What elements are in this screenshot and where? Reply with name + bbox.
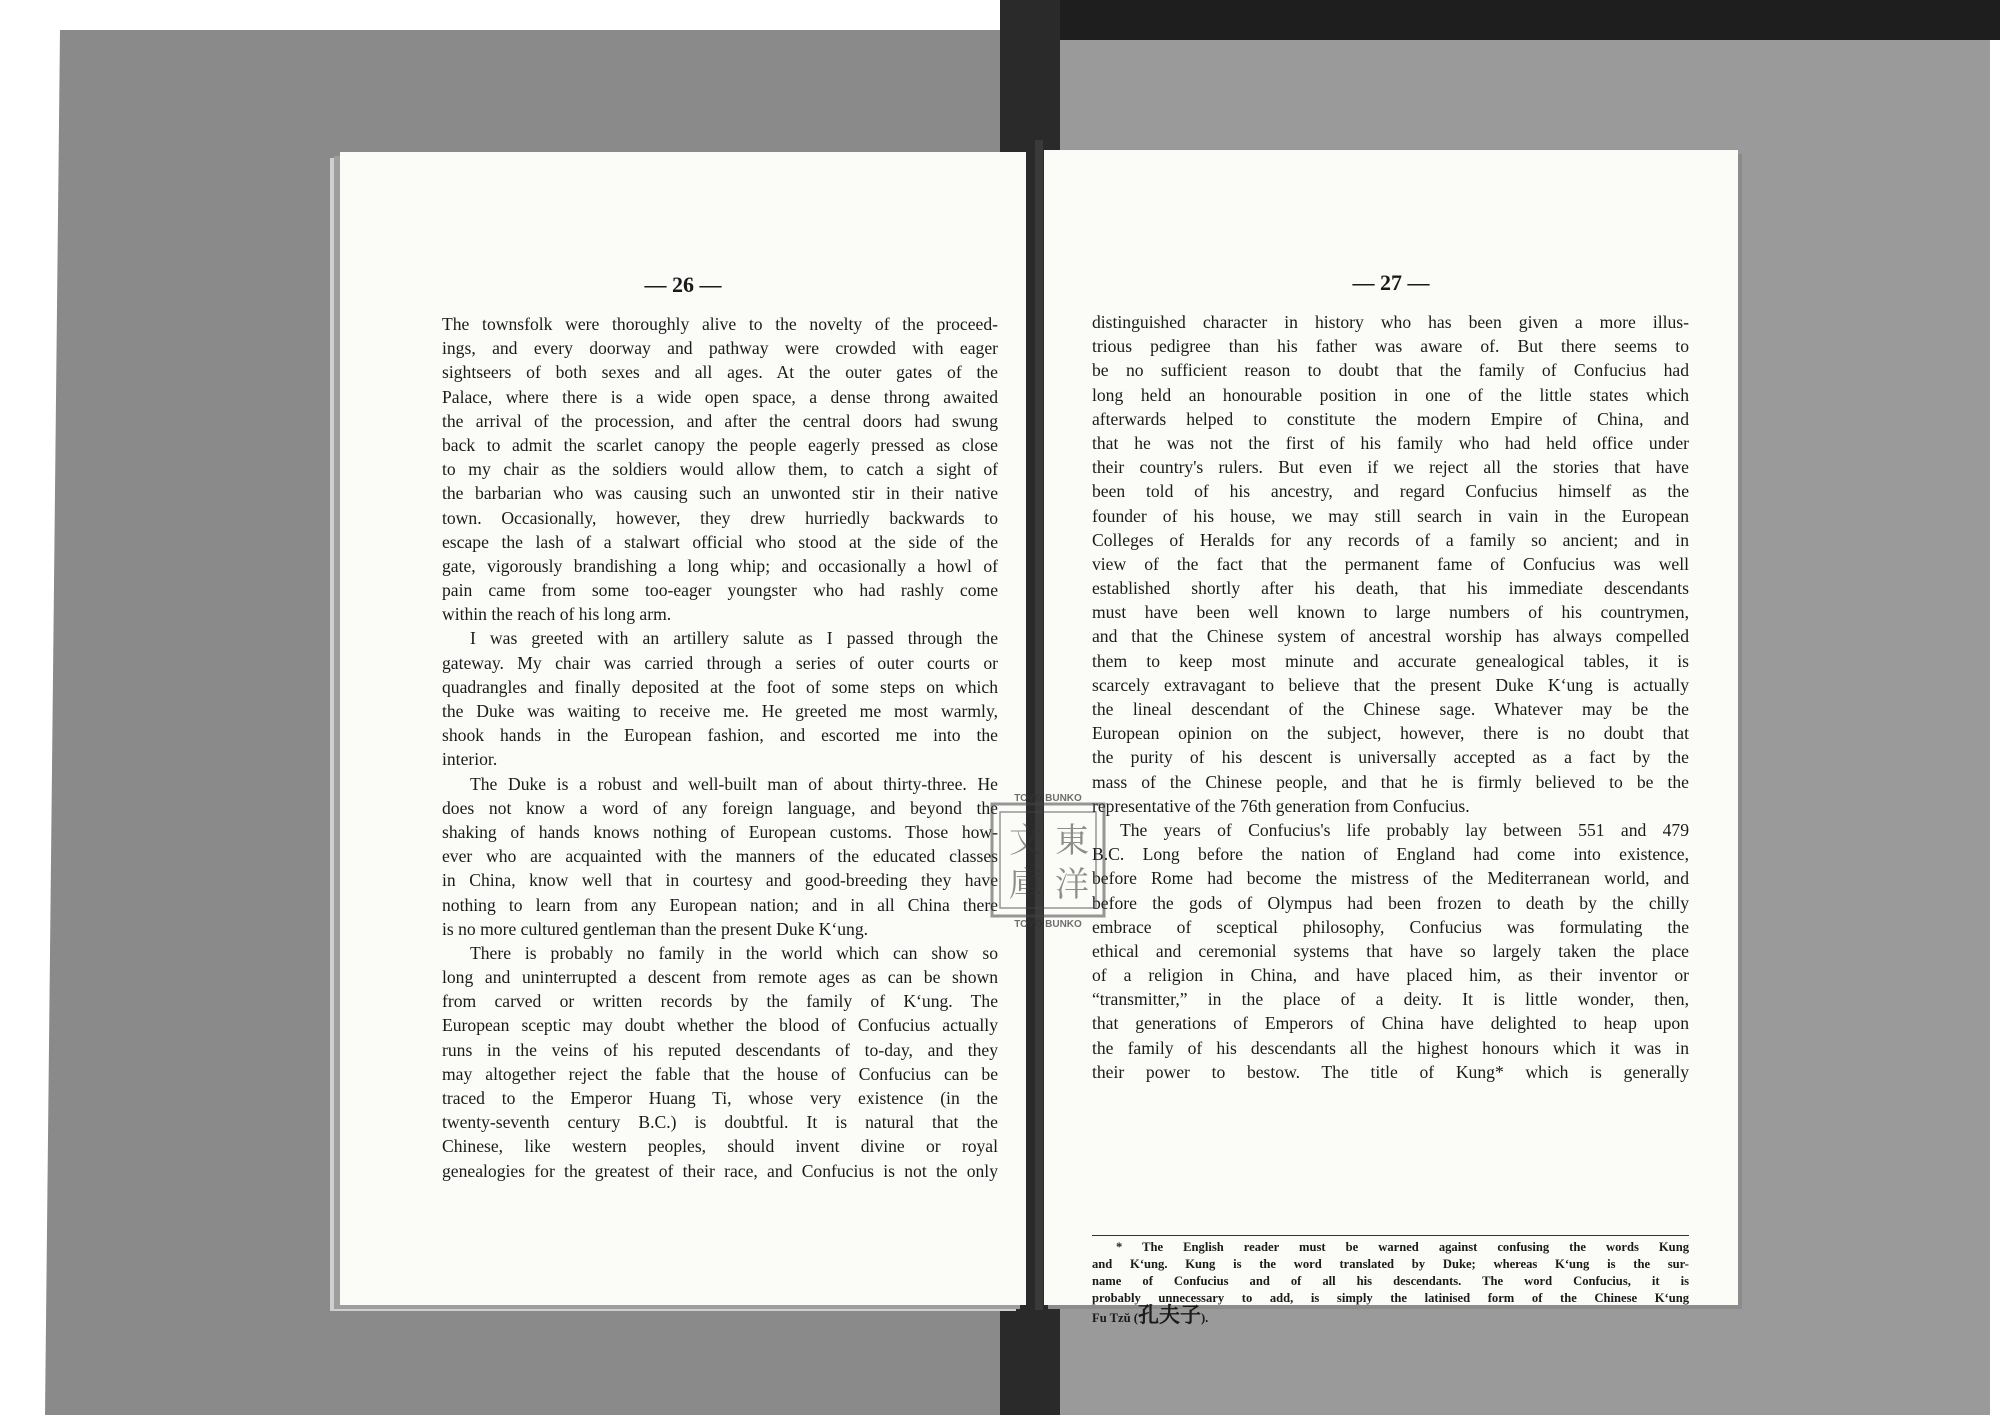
text-line: afterwards helped to constitute the modern Empire of China, and: [1092, 408, 1689, 429]
text-line: I was greeted with an artillery salute as I passed through the: [470, 628, 998, 649]
seal-text-top: TOYO BUNKO: [1014, 793, 1082, 804]
text-line: long held an honourable position in one of the little states which: [1092, 384, 1689, 405]
footnote-rule: [1092, 1235, 1689, 1236]
text-line: and that the Chinese system of ancestral worship has always compelled: [1092, 626, 1689, 647]
right-page: [1044, 150, 1738, 1327]
text-line: escape the lash of a stalwart official who stood at the side of the: [442, 531, 998, 552]
text-line: embrace of sceptical philosophy, Confucius was formulating the: [1092, 916, 1689, 937]
text-line: may altogether reject the fable that the house of Confucius can be: [442, 1063, 998, 1084]
footnote-line: and K‘ung. Kung is the word translated by Duke; whereas K‘ung is the sur-: [1092, 1257, 1689, 1271]
text-line: in China, know well that in courtesy and good-breeding they have: [442, 870, 998, 891]
text-line: shaking of hands knows nothing of European customs. Those how-: [442, 821, 998, 842]
text-line: be no sufficient reason to doubt that the family of Confucius had: [1092, 360, 1689, 381]
text-line: ever who are acquainted with the manners of the educated classes: [442, 846, 998, 867]
body-text: [1092, 310, 1689, 1084]
body-text: [442, 312, 998, 1183]
footnote-text: ).: [1200, 1311, 1209, 1325]
text-line: from carved or written records by the family of K‘ung. The: [442, 991, 998, 1012]
text-line: to my chair as the soldiers would allow them, to catch a sight of: [442, 459, 998, 480]
text-line: ethical and ceremonial systems that have so largely taken the place: [1092, 940, 1689, 961]
footnote-line: probably unnecessary to add, is simply the latinised form of the Chinese K‘ung: [1092, 1291, 1689, 1305]
text-line: Chinese, like western peoples, should invent divine or royal: [442, 1136, 998, 1157]
text-line: representative of the 76th generation from Confucius.: [1092, 795, 1470, 816]
text-line: that he was not the first of his family who had held office under: [1092, 432, 1689, 453]
footnote-line: * The English reader must be warned against confusing the words Kung: [1116, 1240, 1689, 1254]
text-line: quadrangles and finally deposited at the foot of some steps on which: [442, 676, 998, 697]
text-line: traced to the Emperor Huang Ti, whose very existence (in the: [442, 1088, 998, 1108]
seal-text-bottom: TOYO BUNKO: [1014, 919, 1082, 930]
text-line: does not know a word of any foreign language, and beyond the: [442, 797, 998, 818]
text-line: Colleges of Heralds for any records of a family so ancient; and in: [1092, 529, 1689, 550]
text-line: of a religion in China, and have placed him, as their inventor or: [1092, 965, 1689, 986]
text-line: European opinion on the subject, however, there is no doubt that: [1092, 723, 1689, 744]
text-line: the barbarian who was causing such an unwonted stir in their native: [442, 483, 998, 504]
seal-char: 庫: [1009, 865, 1043, 905]
text-line: pain came from some too-eager youngster who had rashly come: [442, 580, 998, 601]
chinese-characters: 孔夫子: [1137, 1303, 1201, 1327]
text-line: The Duke is a robust and well-built man of about thirty-three. He: [470, 773, 998, 794]
text-line: been told of his ancestry, and regard Confucius himself as the: [1092, 481, 1689, 502]
text-line: the Duke was waiting to receive me. He greeted me most warmly,: [442, 701, 998, 721]
text-line: interior.: [442, 749, 498, 770]
text-line: the purity of his descent is universally accepted as a fact by the: [1092, 747, 1689, 768]
text-line: Palace, where there is a wide open space, a dense throng awaited: [442, 386, 998, 407]
text-line: must have been well known to large numbers of his countrymen,: [1092, 602, 1689, 623]
text-line: before Rome had become the mistress of the Mediterranean world, and: [1092, 868, 1689, 889]
text-line: within the reach of his long arm.: [442, 604, 672, 625]
library-seal-stamp: [988, 790, 1108, 930]
text-line: their country's rulers. But even if we reject all the stories that have: [1092, 457, 1689, 478]
text-line: established shortly after his death, that his immediate descendants: [1092, 578, 1689, 599]
text-line: their power to bestow. The title of Kung* which is generally: [1092, 1061, 1689, 1082]
text-line: There is probably no family in the world which can show so: [470, 942, 998, 963]
text-line: them to keep most minute and accurate genealogical tables, it is: [1092, 650, 1689, 671]
text-line: genealogies for the greatest of their race, and Confucius is not the only: [442, 1160, 998, 1181]
footnote-line: [1092, 1303, 1689, 1327]
text-line: long and uninterrupted a descent from remote ages as can be shown: [442, 967, 998, 988]
text-line: that generations of Emperors of China have delighted to heap upon: [1092, 1013, 1689, 1034]
text-line: ings, and every doorway and pathway were crowded with eager: [442, 338, 998, 359]
footnote: [1092, 1239, 1689, 1327]
footnote-text: Fu Tzŭ (: [1092, 1311, 1138, 1325]
text-line: the arrival of the procession, and after the central doors had swung: [442, 410, 998, 431]
text-line: scarcely extravagant to believe that the present Duke K‘ung is actually: [1092, 674, 1689, 695]
text-line: shook hands in the European fashion, and escorted me into the: [442, 725, 998, 746]
text-line: founder of his house, we may still search in vain in the European: [1092, 505, 1689, 526]
text-line: The townsfolk were thoroughly alive to the novelty of the proceed-: [442, 314, 998, 334]
text-line: B.C. Long before the nation of England had come into existence,: [1092, 844, 1689, 865]
text-line: view of the fact that the permanent fame of Confucius was well: [1092, 553, 1689, 574]
text-line: back to admit the scarlet canopy the people eagerly pressed as close: [442, 434, 998, 455]
text-line: The years of Confucius's life probably lay between 551 and 479: [1120, 819, 1689, 840]
text-line: twenty-seventh century B.C.) is doubtful. It is natural that the: [442, 1112, 998, 1133]
text-line: sightseers of both sexes and all ages. At the outer gates of the: [442, 362, 998, 383]
seal-char: 東: [1055, 821, 1089, 861]
text-line: runs in the veins of his reputed descendants of to-day, and they: [442, 1039, 998, 1060]
text-line: town. Occasionally, however, they drew hurriedly backwards to: [442, 507, 998, 528]
text-line: the lineal descendant of the Chinese sage. Whatever may be the: [1092, 699, 1689, 719]
text-line: the family of his descendants all the highest honours which it was in: [1092, 1037, 1689, 1058]
text-line: European sceptic may doubt whether the blood of Confucius actually: [442, 1015, 998, 1036]
text-line: trious pedigree than his father was aware of. But there seems to: [1092, 336, 1689, 357]
footnote-line: name of Confucius and of all his descendants. The word Confucius, it is: [1092, 1274, 1689, 1288]
page-number: — 27 —: [1352, 270, 1430, 295]
left-page: [340, 152, 1026, 1305]
text-line: before the gods of Olympus had been frozen to death by the chilly: [1092, 892, 1689, 913]
text-line: gate, vigorously brandishing a long whip; and occasionally a howl of: [442, 555, 998, 576]
page-number: — 26 —: [644, 272, 722, 297]
text-line: is no more cultured gentleman than the present Duke K‘ung.: [442, 918, 869, 939]
seal-char: 文: [1009, 821, 1043, 861]
text-line: mass of the Chinese people, and that he is firmly believed to be the: [1092, 771, 1689, 792]
text-line: nothing to learn from any European nation; and in all China there: [442, 894, 998, 915]
text-line: “transmitter,” in the place of a deity. It is little wonder, then,: [1092, 989, 1689, 1010]
text-line: distinguished character in history who has been given a more illus-: [1092, 312, 1689, 332]
text-line: gateway. My chair was carried through a series of outer courts or: [442, 652, 998, 673]
seal-char: 洋: [1055, 865, 1089, 905]
